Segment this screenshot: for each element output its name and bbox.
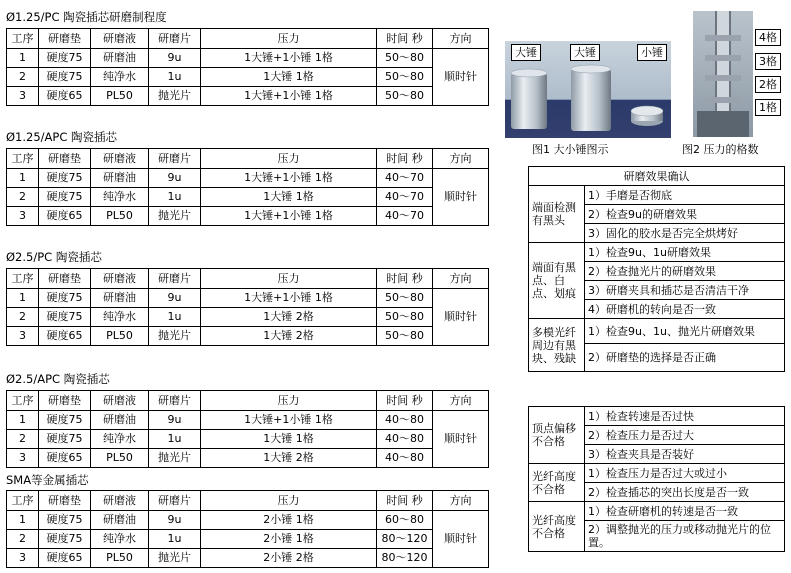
direction-cell: 顺时针 [433,49,489,106]
table-cell: 9u [149,289,201,308]
section-title: Ø1.25/APC 陶瓷插芯 [6,130,118,144]
check-category: 端面有黑点、白点、划痕 [529,243,585,319]
table-header-row [7,491,489,511]
section-title: Ø2.5/PC 陶瓷插芯 [6,250,102,264]
table-row [7,308,489,327]
column-header: 研磨片 [149,269,201,289]
column-header: 研磨垫 [39,269,91,289]
table-cell: 1 [7,511,39,530]
table-cell: PL50 [91,327,149,346]
table-cell: 硬度65 [39,207,91,226]
column-header: 研磨垫 [39,29,91,49]
large-hammer-right [571,69,611,131]
column-header: 研磨垫 [39,391,91,411]
table-cell: 50～80 [377,289,433,308]
table-cell: 研磨油 [91,411,149,430]
table-row [7,169,489,188]
check-item: 1）检查9u、1u、抛光片研磨效果 [585,319,785,344]
section-title: Ø2.5/APC 陶瓷插芯 [6,372,110,386]
column-header: 研磨液 [91,269,149,289]
table-cell: 硬度75 [39,169,91,188]
column-header: 研磨液 [91,29,149,49]
table-cell: 硬度75 [39,308,91,327]
table-row [7,549,489,568]
column-header: 工序 [7,149,39,169]
direction-cell: 顺时针 [433,169,489,226]
table-cell: 1 [7,411,39,430]
table-cell: 纯净水 [91,188,149,207]
column-header: 压力 [201,149,377,169]
table-cell: 抛光片 [149,449,201,468]
table-cell: 1 [7,289,39,308]
table-cell: 硬度75 [39,430,91,449]
table-cell: 40～80 [377,449,433,468]
check-table [528,406,785,552]
table-cell: 40～70 [377,207,433,226]
table-cell: 50～80 [377,87,433,106]
column-header: 研磨垫 [39,491,91,511]
table-cell: 纯净水 [91,530,149,549]
table-row [7,511,489,530]
table-cell: 2 [7,430,39,449]
pressure-grade-label: 1格 [755,99,781,116]
table-cell: 9u [149,169,201,188]
check-category: 光纤高度不合格 [529,502,585,552]
column-header: 研磨片 [149,29,201,49]
check-item: 1）检查研磨机的转速是否一致 [585,502,785,521]
table-cell: 3 [7,549,39,568]
table-row [7,87,489,106]
table-cell: 3 [7,449,39,468]
process-table [6,390,489,468]
table-cell: 2小锤 2格 [201,549,377,568]
check-item: 3）检查夹具是否装好 [585,445,785,464]
table-cell: 9u [149,411,201,430]
table-cell: 9u [149,49,201,68]
pressure-grade-label: 4格 [755,29,781,46]
table-cell: 1u [149,430,201,449]
pressure-illustration [693,11,753,137]
column-header: 研磨垫 [39,149,91,169]
check-item: 2）检查插芯的突出长度是否一致 [585,483,785,502]
table-cell: 2小锤 1格 [201,511,377,530]
table-cell: 1u [149,68,201,87]
check-item: 3）固化的胶水是否完全烘烤好 [585,224,785,243]
process-table [6,268,489,346]
table-cell: 3 [7,207,39,226]
table-row [7,411,489,430]
table-cell: 40～70 [377,188,433,207]
table-cell: 1u [149,308,201,327]
column-header: 压力 [201,269,377,289]
column-header: 工序 [7,391,39,411]
pressure-grade-label: 2格 [755,76,781,93]
table-cell: 1大锤+1小锤 1格 [201,411,377,430]
check-category: 多模光纤周边有黑块、残缺 [529,319,585,372]
check-item: 3）研磨夹具和插芯是否清洁干净 [585,281,785,300]
direction-cell: 顺时针 [433,511,489,568]
table-cell: 1大锤 2格 [201,327,377,346]
table-cell: 40～70 [377,169,433,188]
column-header: 研磨液 [91,391,149,411]
check-item: 1）检查9u、1u研磨效果 [585,243,785,262]
table-cell: 硬度75 [39,530,91,549]
table-cell: PL50 [91,449,149,468]
column-header: 方向 [433,391,489,411]
check-item: 2）调整抛光的压力或移动抛光片的位置。 [585,521,785,552]
table-cell: 研磨油 [91,49,149,68]
process-table [6,490,489,568]
column-header: 工序 [7,491,39,511]
table-cell: 1大锤 1格 [201,430,377,449]
table-row [7,327,489,346]
column-header: 压力 [201,29,377,49]
table-cell: 40～80 [377,430,433,449]
check-category: 顶点偏移不合格 [529,407,585,464]
table-cell: 硬度65 [39,549,91,568]
column-header: 研磨片 [149,391,201,411]
table-cell: 2 [7,308,39,327]
table-cell: 1 [7,49,39,68]
process-table [6,148,489,226]
check-category: 端面检测有黑头 [529,186,585,243]
table-cell: 40～80 [377,411,433,430]
check-item: 1）手磨是否彻底 [585,186,785,205]
table-cell: 1 [7,169,39,188]
table-cell: 80～120 [377,530,433,549]
table-cell: 1大锤 2格 [201,449,377,468]
table-cell: 3 [7,87,39,106]
table-row [7,430,489,449]
large-hammer-left [511,73,547,129]
table-cell: 60～80 [377,511,433,530]
section-title: SMA等金属插芯 [6,473,89,487]
table-cell: 抛光片 [149,549,201,568]
table-cell: 1u [149,530,201,549]
table-cell: 纯净水 [91,68,149,87]
column-header: 压力 [201,391,377,411]
table-cell: 研磨油 [91,511,149,530]
column-header: 方向 [433,29,489,49]
column-header: 时间 秒 [377,391,433,411]
column-header: 研磨液 [91,491,149,511]
table-cell: 1大锤 1格 [201,68,377,87]
table-cell: 2 [7,188,39,207]
column-header: 压力 [201,491,377,511]
table-row [7,49,489,68]
table-cell: 硬度75 [39,511,91,530]
column-header: 时间 秒 [377,149,433,169]
table-cell: PL50 [91,87,149,106]
table-row [7,207,489,226]
table-cell: 2小锤 1格 [201,530,377,549]
column-header: 时间 秒 [377,269,433,289]
table-cell: 硬度75 [39,188,91,207]
check-item: 1）检查压力是否过大或过小 [585,464,785,483]
table-cell: 1大锤 2格 [201,308,377,327]
column-header: 方向 [433,269,489,289]
column-header: 研磨片 [149,491,201,511]
table-cell: 硬度65 [39,449,91,468]
check-table [528,166,785,372]
table-cell: 硬度75 [39,411,91,430]
table-row [7,289,489,308]
check-item: 2）检查9u的研磨效果 [585,205,785,224]
column-header: 工序 [7,269,39,289]
table-cell: 纯净水 [91,308,149,327]
table-cell: 1大锤+1小锤 1格 [201,169,377,188]
table-cell: 硬度75 [39,68,91,87]
check-title: 研磨效果确认 [529,167,785,186]
table-header-row [7,269,489,289]
table-row [7,188,489,207]
table-header-row [7,149,489,169]
table-cell: 纯净水 [91,430,149,449]
check-category: 光纤高度不合格 [529,464,585,502]
check-item: 4）研磨机的转向是否一致 [585,300,785,319]
table-cell: 1大锤+1小锤 1格 [201,289,377,308]
table-cell: 1大锤+1小锤 1格 [201,207,377,226]
figure-caption: 图1 大小锤图示 [532,143,609,156]
table-cell: 50～80 [377,327,433,346]
table-cell: 1大锤+1小锤 1格 [201,87,377,106]
table-cell: 50～80 [377,308,433,327]
table-cell: 硬度65 [39,87,91,106]
direction-cell: 顺时针 [433,289,489,346]
section-title: Ø1.25/PC 陶瓷插芯研磨制程度 [6,10,167,24]
table-row [7,449,489,468]
table-cell: 50～80 [377,68,433,87]
column-header: 方向 [433,491,489,511]
table-cell: 1大锤 1格 [201,188,377,207]
table-cell: 抛光片 [149,327,201,346]
column-header: 研磨片 [149,149,201,169]
table-cell: 抛光片 [149,87,201,106]
check-item: 2）检查压力是否过大 [585,426,785,445]
table-cell: 抛光片 [149,207,201,226]
table-cell: PL50 [91,549,149,568]
column-header: 工序 [7,29,39,49]
big-hammer-label: 大锤 [570,44,600,61]
column-header: 时间 秒 [377,29,433,49]
table-cell: 2 [7,68,39,87]
table-row [7,68,489,87]
figure-caption: 图2 压力的格数 [682,143,759,156]
pressure-photo [693,11,753,137]
pressure-grade-label: 3格 [755,53,781,70]
table-cell: 1u [149,188,201,207]
column-header: 时间 秒 [377,491,433,511]
process-table [6,28,489,106]
table-cell: 研磨油 [91,169,149,188]
table-header-row [7,391,489,411]
column-header: 方向 [433,149,489,169]
column-header: 研磨液 [91,149,149,169]
check-item: 2）检查抛光片的研磨效果 [585,262,785,281]
table-cell: 硬度75 [39,289,91,308]
table-cell: 50～80 [377,49,433,68]
table-cell: 9u [149,511,201,530]
table-cell: 2 [7,530,39,549]
direction-cell: 顺时针 [433,411,489,468]
table-cell: 硬度65 [39,327,91,346]
table-cell: 3 [7,327,39,346]
small-hammer-label: 小锤 [637,44,667,61]
table-cell: PL50 [91,207,149,226]
table-cell: 80～120 [377,549,433,568]
table-cell: 1大锤+1小锤 1格 [201,49,377,68]
check-item: 1）检查转速是否过快 [585,407,785,426]
table-cell: 硬度75 [39,49,91,68]
table-cell: 研磨油 [91,289,149,308]
table-row [7,530,489,549]
big-hammer-label: 大锤 [511,44,541,61]
table-header-row [7,29,489,49]
check-item: 2）研磨垫的选择是否正确 [585,344,785,372]
